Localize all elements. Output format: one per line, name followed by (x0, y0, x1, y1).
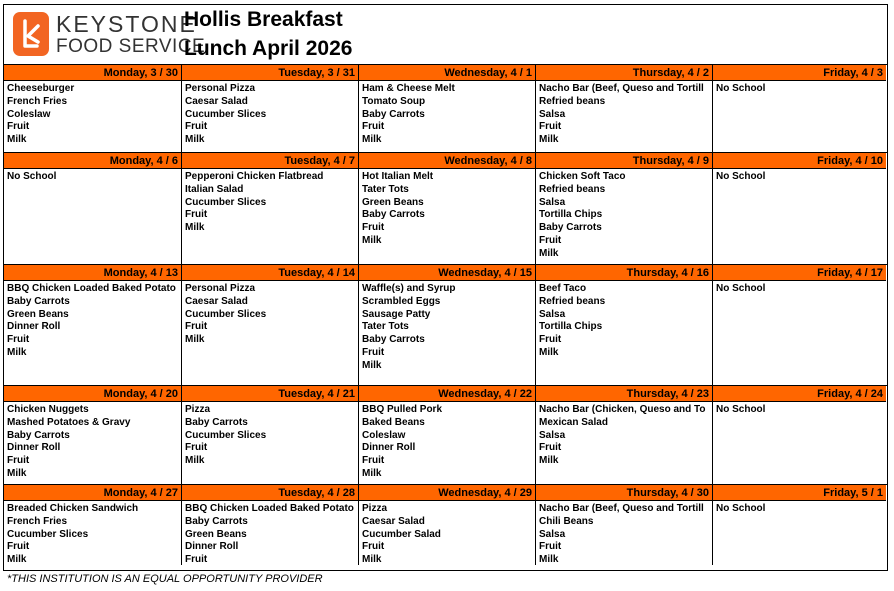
menu-item-list (359, 169, 535, 248)
menu-item: Cucumber Slices (185, 308, 267, 320)
menu-item: Baby Carrots (362, 334, 425, 346)
menu-item: Fruit (539, 334, 562, 346)
day-cell-friday (712, 386, 886, 484)
menu-item: Dinner Roll (185, 541, 239, 553)
menu-item: Fruit (362, 346, 385, 358)
menu-item: Fruit (185, 321, 208, 333)
day-cell-monday (4, 153, 181, 264)
menu-item: Milk (362, 134, 382, 146)
menu-item: Milk (7, 346, 27, 358)
day-cell-friday (712, 485, 886, 565)
menu-item: Cucumber Slices (185, 108, 267, 120)
menu-item: Ham & Cheese Melt (362, 83, 455, 94)
menu-item: French Fries (7, 95, 68, 107)
menu-item: Milk (539, 554, 559, 565)
menu-item-list (713, 169, 886, 184)
day-date-header: Wednesday, 4 / 29 (359, 485, 535, 501)
menu-item-list (359, 81, 535, 147)
day-date-header: Wednesday, 4 / 1 (359, 65, 535, 81)
menu-item: Baby Carrots (362, 209, 425, 221)
day-date-header: Thursday, 4 / 9 (536, 153, 712, 169)
menu-item: Pizza (185, 404, 211, 415)
calendar-header (4, 5, 887, 64)
menu-item: Fruit (539, 442, 562, 454)
day-date-header: Thursday, 4 / 16 (536, 265, 712, 281)
day-cell-friday (712, 65, 886, 152)
equal-opportunity-notice: *THIS INSTITUTION IS AN EQUAL OPPORTUNITY PROVIDER (7, 573, 323, 585)
day-date-header: Wednesday, 4 / 15 (359, 265, 535, 281)
menu-item: BBQ Pulled Pork (362, 404, 443, 415)
day-date-header: Tuesday, 3 / 31 (182, 65, 358, 81)
menu-item: Coleslaw (7, 108, 51, 120)
menu-item: Baby Carrots (539, 222, 602, 234)
menu-item-list (536, 501, 712, 565)
week-row (4, 152, 887, 264)
menu-item: Mashed Potatoes & Gravy (7, 416, 131, 428)
menu-item-list (713, 501, 886, 516)
menu-item: Fruit (362, 121, 385, 133)
menu-item: Baby Carrots (185, 416, 248, 428)
day-cell-tuesday (181, 485, 358, 565)
menu-item: Refried beans (539, 95, 606, 107)
menu-item-list (359, 402, 535, 481)
menu-item: Hot Italian Melt (362, 171, 434, 182)
menu-calendar (3, 4, 888, 571)
menu-item: Cucumber Slices (185, 196, 267, 208)
menu-item: Milk (539, 247, 559, 259)
day-cell-friday (712, 265, 886, 385)
menu-item: Fruit (7, 455, 30, 467)
menu-item: Nacho Bar (Beef, Queso and Tortill (539, 503, 704, 514)
menu-item-list (359, 501, 535, 565)
menu-item-list (182, 81, 358, 147)
menu-item: Milk (362, 467, 382, 479)
week-row (4, 484, 887, 565)
menu-item: Milk (7, 134, 27, 146)
menu-item: Mexican Salad (539, 416, 608, 428)
day-date-header: Friday, 4 / 17 (713, 265, 886, 281)
day-date-header: Monday, 4 / 20 (4, 386, 181, 402)
menu-item: Caesar Salad (185, 295, 248, 307)
menu-item: Caesar Salad (362, 515, 425, 527)
day-cell-thursday (535, 386, 712, 484)
menu-item: Fruit (362, 222, 385, 234)
menu-item: Milk (7, 467, 27, 479)
menu-item-list (713, 81, 886, 96)
menu-item: Milk (362, 234, 382, 246)
menu-item: Milk (539, 455, 559, 467)
menu-item: Refried beans (539, 295, 606, 307)
menu-item-list (536, 81, 712, 147)
menu-item: Milk (362, 359, 382, 371)
calendar-grid (4, 64, 887, 565)
menu-item-list (4, 501, 181, 565)
menu-item: French Fries (7, 515, 68, 527)
menu-item: Personal Pizza (185, 283, 256, 294)
menu-item: Dinner Roll (7, 442, 61, 454)
day-cell-tuesday (181, 265, 358, 385)
menu-item: Baby Carrots (7, 295, 70, 307)
menu-item: Chicken Nuggets (7, 404, 89, 415)
menu-item: Fruit (7, 541, 30, 553)
menu-item: Green Beans (7, 308, 69, 320)
day-cell-friday (712, 153, 886, 264)
menu-item: Baked Beans (362, 416, 425, 428)
day-cell-tuesday (181, 153, 358, 264)
menu-item: Tomato Soup (362, 95, 426, 107)
page-title: Hollis Breakfast (184, 8, 343, 31)
menu-item-list (536, 169, 712, 261)
menu-item: Refried beans (539, 183, 606, 195)
menu-item: Green Beans (362, 196, 424, 208)
menu-item-list (359, 281, 535, 373)
day-date-header: Tuesday, 4 / 14 (182, 265, 358, 281)
menu-item: Fruit (185, 442, 208, 454)
menu-item: Nacho Bar (Chicken, Queso and To (539, 404, 706, 415)
day-date-header: Friday, 4 / 3 (713, 65, 886, 81)
menu-item: BBQ Chicken Loaded Baked Potato (185, 503, 354, 514)
day-date-header: Wednesday, 4 / 8 (359, 153, 535, 169)
day-cell-wednesday (358, 386, 535, 484)
menu-item: Milk (185, 334, 205, 346)
menu-item: No School (716, 283, 766, 294)
day-date-header: Monday, 4 / 6 (4, 153, 181, 169)
page-subtitle: Lunch April 2026 (184, 37, 353, 60)
day-date-header: Tuesday, 4 / 21 (182, 386, 358, 402)
menu-item: Personal Pizza (185, 83, 256, 94)
menu-item: Fruit (539, 121, 562, 133)
menu-item: Tater Tots (362, 321, 409, 333)
menu-item: Cucumber Salad (362, 528, 441, 540)
day-date-header: Tuesday, 4 / 7 (182, 153, 358, 169)
menu-item: Beef Taco (539, 283, 587, 294)
menu-item: Milk (185, 222, 205, 234)
menu-item: Fruit (362, 455, 385, 467)
day-date-header: Tuesday, 4 / 28 (182, 485, 358, 501)
day-cell-wednesday (358, 485, 535, 565)
menu-item: Fruit (185, 209, 208, 221)
keystone-logo-icon (13, 12, 49, 56)
day-cell-monday (4, 485, 181, 565)
menu-item: Baby Carrots (185, 515, 248, 527)
menu-item: No School (7, 171, 57, 182)
menu-item: Tater Tots (362, 183, 409, 195)
menu-item: Baby Carrots (7, 429, 70, 441)
menu-item: No School (716, 83, 766, 94)
day-date-header: Thursday, 4 / 23 (536, 386, 712, 402)
day-date-header: Monday, 3 / 30 (4, 65, 181, 81)
menu-item: Nacho Bar (Beef, Queso and Tortill (539, 83, 704, 94)
menu-item: Pepperoni Chicken Flatbread (185, 171, 324, 182)
menu-item: Scrambled Eggs (362, 295, 441, 307)
day-cell-tuesday (181, 386, 358, 484)
menu-item: Fruit (7, 334, 30, 346)
menu-item: Salsa (539, 108, 566, 120)
menu-item-list (182, 501, 358, 565)
day-cell-wednesday (358, 265, 535, 385)
menu-item: Chicken Soft Taco (539, 171, 626, 182)
menu-item: No School (716, 503, 766, 514)
menu-item: Caesar Salad (185, 95, 248, 107)
menu-item-list (4, 169, 181, 184)
day-date-header: Monday, 4 / 13 (4, 265, 181, 281)
menu-item-list (4, 81, 181, 147)
menu-item: Italian Salad (185, 183, 244, 195)
menu-item: Green Beans (185, 528, 247, 540)
menu-item: Fruit (185, 554, 208, 565)
day-date-header: Thursday, 4 / 30 (536, 485, 712, 501)
menu-item: Coleslaw (362, 429, 406, 441)
menu-item: Milk (539, 134, 559, 146)
day-date-header: Friday, 4 / 24 (713, 386, 886, 402)
menu-item-list (182, 169, 358, 235)
menu-item: Milk (539, 346, 559, 358)
menu-item-list (182, 281, 358, 347)
day-cell-thursday (535, 153, 712, 264)
menu-item: Waffle(s) and Syrup (362, 283, 456, 294)
menu-item: Pizza (362, 503, 388, 514)
menu-item: Tortilla Chips (539, 209, 603, 221)
menu-item: Milk (185, 134, 205, 146)
menu-item: BBQ Chicken Loaded Baked Potato (7, 283, 176, 294)
week-row (4, 64, 887, 152)
menu-item: Milk (185, 455, 205, 467)
menu-item-list (536, 402, 712, 468)
menu-item: Salsa (539, 528, 566, 540)
day-cell-wednesday (358, 153, 535, 264)
day-date-header: Thursday, 4 / 2 (536, 65, 712, 81)
menu-item: Breaded Chicken Sandwich (7, 503, 139, 514)
menu-item: Cucumber Slices (7, 528, 89, 540)
menu-item: Cucumber Slices (185, 429, 267, 441)
week-row (4, 385, 887, 484)
menu-item-list (4, 402, 181, 481)
day-cell-thursday (535, 265, 712, 385)
menu-item: Salsa (539, 429, 566, 441)
menu-item: Fruit (7, 121, 30, 133)
day-cell-thursday (535, 485, 712, 565)
menu-item: Milk (7, 554, 27, 565)
menu-item-list (4, 281, 181, 360)
menu-item: Salsa (539, 196, 566, 208)
menu-item: Salsa (539, 308, 566, 320)
menu-item: Fruit (362, 541, 385, 553)
menu-item: Dinner Roll (362, 442, 416, 454)
day-cell-monday (4, 265, 181, 385)
menu-item: Fruit (185, 121, 208, 133)
logo-text-food-service: FOOD SERVICE (56, 36, 206, 57)
menu-item: Dinner Roll (7, 321, 61, 333)
menu-item: Cheeseburger (7, 83, 75, 94)
menu-item: Fruit (539, 234, 562, 246)
day-date-header: Wednesday, 4 / 22 (359, 386, 535, 402)
day-cell-monday (4, 386, 181, 484)
menu-item: Baby Carrots (362, 108, 425, 120)
day-cell-monday (4, 65, 181, 152)
menu-item-list (182, 402, 358, 468)
menu-item: Sausage Patty (362, 308, 431, 320)
day-cell-wednesday (358, 65, 535, 152)
menu-item-list (713, 281, 886, 296)
day-date-header: Friday, 5 / 1 (713, 485, 886, 501)
menu-item-list (713, 402, 886, 417)
menu-item: Milk (362, 554, 382, 565)
menu-item-list (536, 281, 712, 360)
menu-item: No School (716, 404, 766, 415)
logo-text-keystone: KEYSTONE (56, 11, 197, 37)
menu-item: No School (716, 171, 766, 182)
day-date-header: Friday, 4 / 10 (713, 153, 886, 169)
menu-item: Fruit (539, 541, 562, 553)
menu-item: Chili Beans (539, 515, 594, 527)
day-cell-thursday (535, 65, 712, 152)
day-date-header: Monday, 4 / 27 (4, 485, 181, 501)
week-row (4, 264, 887, 385)
menu-item: Tortilla Chips (539, 321, 603, 333)
day-cell-tuesday (181, 65, 358, 152)
